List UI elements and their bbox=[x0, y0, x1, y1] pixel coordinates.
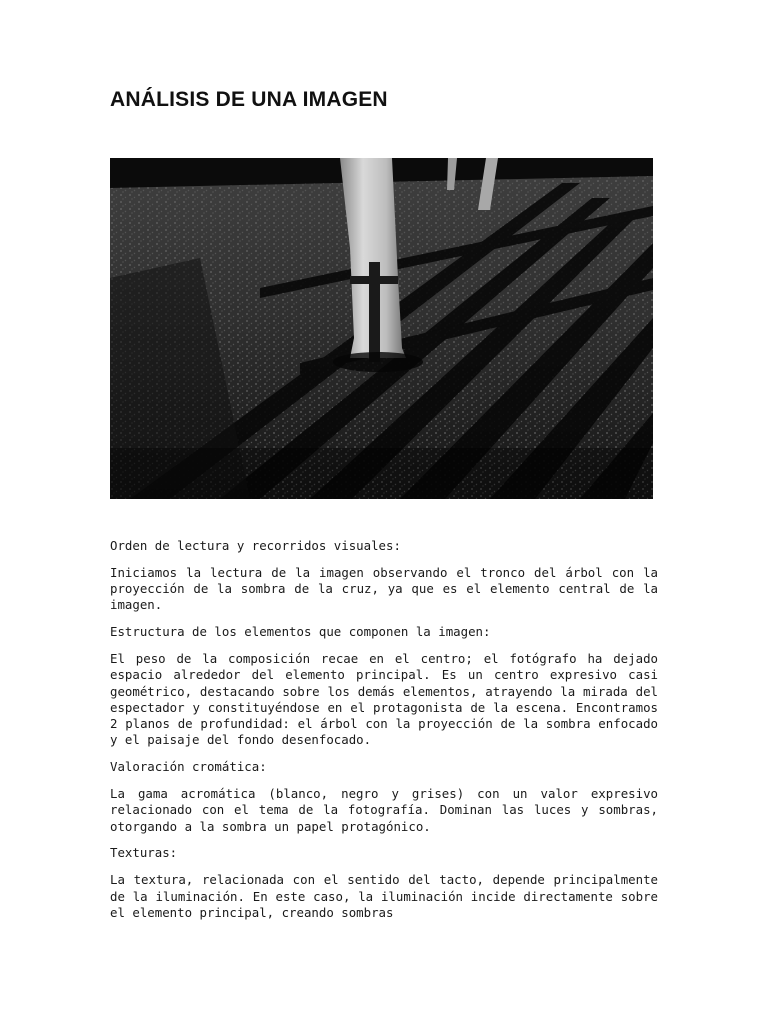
document-body bbox=[110, 538, 658, 932]
section-heading-structure: Estructura de los elementos que componen la imagen: bbox=[110, 624, 491, 640]
section-heading-color: Valoración cromática: bbox=[110, 759, 267, 775]
page-title: ANÁLISIS DE UNA IMAGEN bbox=[110, 88, 388, 111]
section-text-structure: El peso de la composición recae en el centro; el fotógrafo ha dejado espacio alrededor del elemento principal. Es un centro expresivo casi geométrico, destacando sobre los demás elementos, atrayendo la mirada del espectador y constituyéndose en el protagonista de la escena. Encontramos 2 planos de profundidad: el árbol con la proyección de la sombra enfocado y el paisaje del fondo desenfocado. bbox=[110, 650, 658, 748]
section-text-reading-order: Iniciamos la lectura de la imagen observando el tronco del árbol con la proyección de la sombra de la cruz, ya que es el elemento central de la imagen. bbox=[110, 564, 658, 613]
section-heading-textures: Texturas: bbox=[110, 845, 178, 861]
tree-shadow-photo bbox=[110, 158, 653, 499]
section-heading-reading-order: Orden de lectura y recorridos visuales: bbox=[110, 538, 401, 553]
section-text-color: La gama acromática (blanco, negro y grises) con un valor expresivo relacionado con el tema de la fotografía. Dominan las luces y sombras, otorgando a la sombra un papel protagónico. bbox=[110, 786, 658, 834]
section-text-textures: La textura, relacionada con el sentido del tacto, depende principalmente de la iluminación. En este caso, la iluminación incide directamente sobre el elemento principal, creando sombras bbox=[110, 872, 658, 920]
